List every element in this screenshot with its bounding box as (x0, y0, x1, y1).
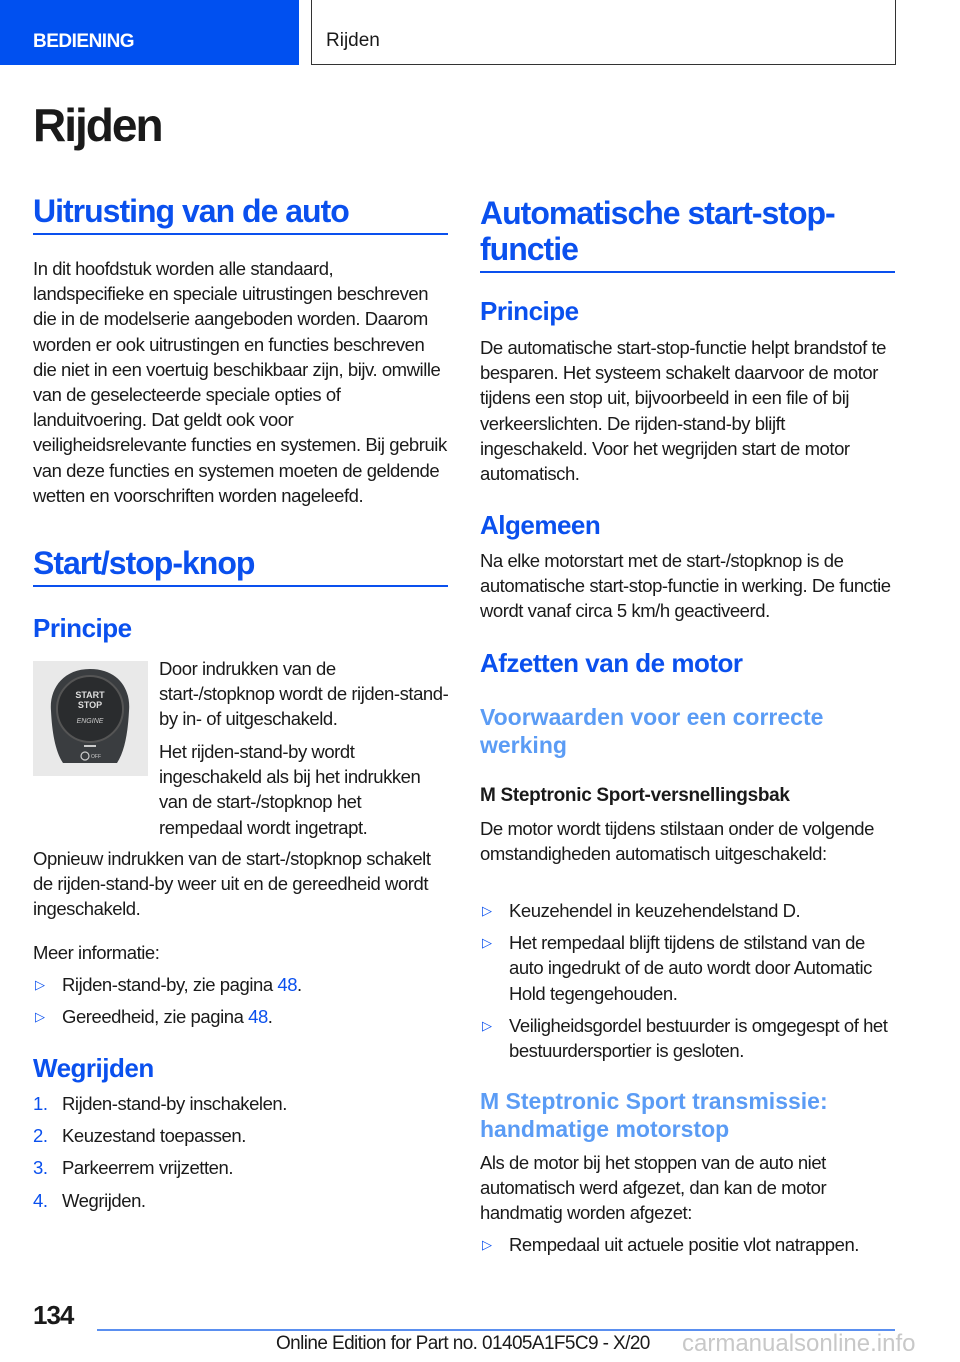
equipment-text: In dit hoofdstuk worden alle standaard, landspecifieke en speciale uitrustingen beschreven die in de modelserie aangeboden worden. Daarom worden er ook uitrustingen en functies beschreven die niet in een voertuig beschikbaar zijn, bijv. omwille van de geselecteerde speciale opties of landuitvoering. Dat geldt ook voor veiligheidsrelevante functies en systemen. Bij gebruik van deze functies en systemen moeten de geldende wetten en voorschriften worden nageleefd. (33, 258, 447, 506)
manual-list (480, 1232, 896, 1257)
engine-label: ENGINE (76, 718, 104, 725)
item-text: Het rempedaal blijft tijdens de stilstand van de auto ingedrukt of de auto wordt door Automatic Hold tegengehouden. (509, 932, 872, 1004)
off-label: OFF (91, 754, 101, 760)
section-tab: BEDIENING (0, 0, 299, 65)
heading-equipment: Uitrusting van de auto (33, 193, 448, 235)
heading-gearbox: M Steptronic Sport-versnellingsbak (480, 785, 790, 806)
heading-conditions: Voorwaarden voor een correcte werking (480, 704, 824, 758)
item-text: Rempedaal uit actuele positie vlot natrappen. (509, 1234, 859, 1255)
step-item (33, 1091, 448, 1116)
start-label: START (75, 690, 105, 700)
list-item: ▷ Rijden-stand-by, zie pagina 48. (33, 972, 448, 997)
watermark: carmanualsonline.info (682, 1330, 916, 1357)
manual-text: Als de motor bij het stoppen van de auto niet automatisch werd afgezet, dan kan de motor handmatig worden afgezet: (480, 1152, 827, 1224)
more-info-label: Meer informatie: (33, 942, 160, 963)
conditions-list (480, 898, 896, 1063)
principle-text-2: Het rijden-stand-by wordt ingeschakeld als bij het indrukken van de start-/stopknop het rempedaal wordt ingetrapt. (159, 741, 421, 838)
triangle-bullet-icon: ▷ (482, 903, 492, 918)
triangle-bullet-icon: ▷ (35, 977, 45, 992)
principle-text-right: De automatische start-stop-functie helpt brandstof te besparen. Het systeem schakelt daarvoor de motor tijdens een stop uit, bijvoorbeeld in een file of bij verkeerslichten. De rijden-stand-by blijft ingeschakeld. Voor het wegrijden start de motor automatisch. (480, 337, 886, 485)
start-stop-button-image (33, 661, 148, 776)
heading-engine-off: Afzetten van de motor (480, 648, 743, 678)
triangle-bullet-icon: ▷ (35, 1009, 45, 1025)
gearbox-text: De motor wordt tijdens stilstaan onder de volgende omstandigheden automatisch uitgeschakeld: (480, 818, 874, 865)
triangle-bullet-icon: ▷ (482, 935, 492, 951)
heading-auto-start-stop: Automatische start-stop-functie (480, 195, 895, 273)
heading-principle: Principe (33, 613, 132, 643)
edition-text: Online Edition for Part no. 01405A1F5C9 - X/20 (276, 1333, 650, 1354)
item-text: Keuzehendel in keuzehendelstand D. (509, 900, 801, 921)
heading-start-stop-button: Start/stop-knop (33, 545, 448, 587)
step-text: Keuzestand toepassen. (62, 1125, 246, 1147)
heading-drive-off: Wegrijden (33, 1053, 154, 1083)
page-title: Rijden (33, 99, 162, 151)
chapter-tab: Rijden (311, 0, 896, 65)
principle-text-1: Door indrukken van de start-/stopknop wordt de rijden-stand-by in- of uitgeschakeld. (159, 658, 449, 730)
item-text: Veiligheidsgordel bestuurder is omgegespt of het bestuurdersportier is gesloten. (509, 1014, 888, 1062)
step-item (33, 1188, 448, 1213)
list-item (480, 898, 896, 923)
list-item (480, 1013, 896, 1063)
list-item: ▷ Gereedheid, zie pagina 48. (33, 1004, 448, 1029)
page-link[interactable]: 48 (248, 1006, 268, 1028)
principle-text-3: Opnieuw indrukken van de start-/stopknop schakelt de rijden-stand-by weer uit en de gereedheid wordt ingeschakeld. (33, 848, 431, 920)
heading-manual-stop: M Steptronic Sport transmissie: handmatige motorstop (480, 1088, 828, 1142)
step-text: Rijden-stand-by inschakelen. (62, 1093, 287, 1114)
more-info-list (33, 972, 448, 1029)
stop-label: STOP (77, 700, 103, 710)
heading-general: Algemeen (480, 510, 601, 540)
step-number: 4. (33, 1189, 48, 1211)
step-item (33, 1123, 448, 1148)
list-item (480, 930, 896, 1006)
triangle-bullet-icon: ▷ (482, 1017, 492, 1033)
heading-principle-right: Principe (480, 296, 579, 326)
triangle-bullet-icon: ▷ (482, 1237, 492, 1252)
step-text: Parkeerrem vrijzetten. (62, 1157, 234, 1179)
step-number: 2. (33, 1125, 48, 1147)
principle-text-2a (159, 739, 449, 840)
item-text: Gereedheid, zie pagina (62, 1006, 249, 1028)
step-text: Wegrijden. (62, 1189, 146, 1211)
list-item (480, 1232, 896, 1257)
steps-list (33, 1091, 448, 1213)
item-text: Rijden-stand-by, zie pagina (62, 974, 278, 995)
step-number: 1. (33, 1093, 48, 1114)
general-text: Na elke motorstart met de start-/stopknop is de automatische start-stop-functie in werking. De functie wordt vanaf circa 5 km/h geactiveerd. (480, 550, 891, 622)
page-number: 134 (33, 1300, 74, 1330)
page-link[interactable]: 48 (277, 974, 298, 995)
step-item (33, 1155, 448, 1180)
step-number: 3. (33, 1157, 48, 1179)
